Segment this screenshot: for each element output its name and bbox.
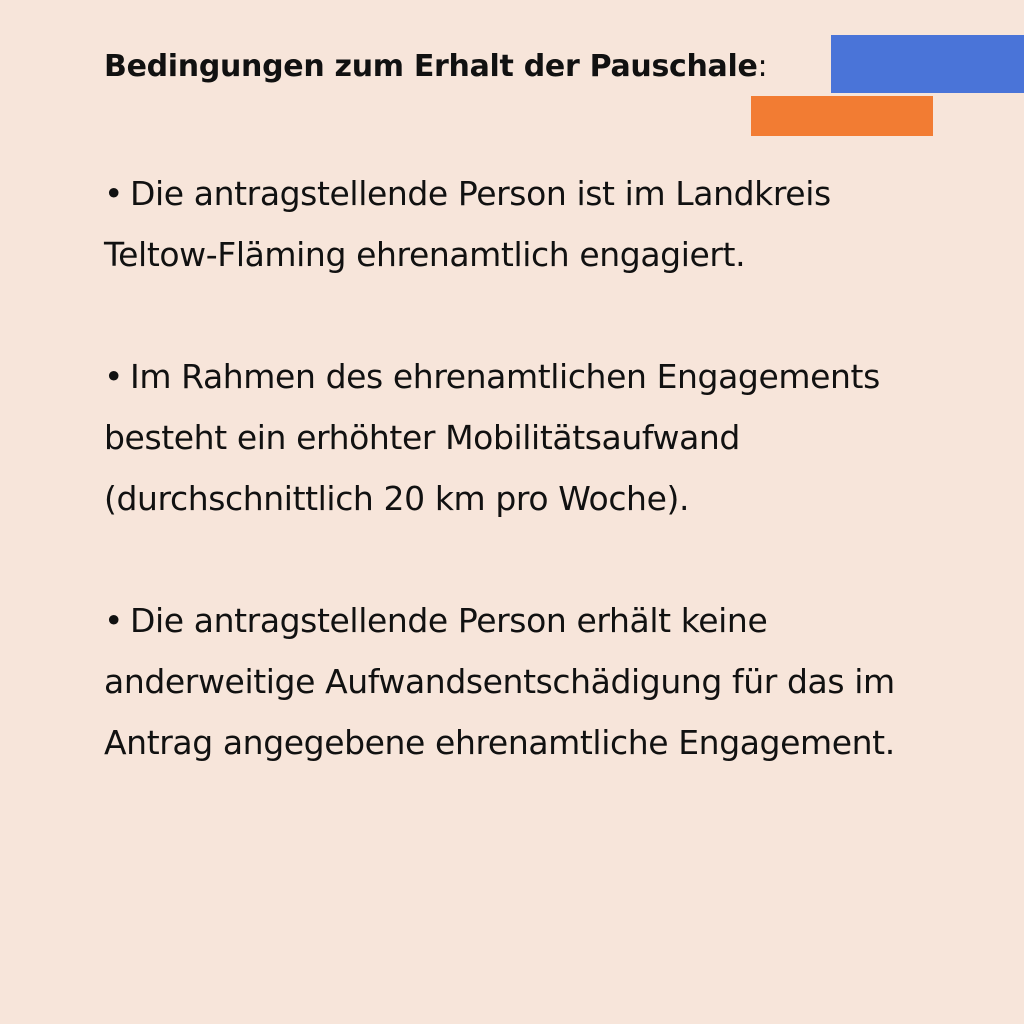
heading-text: Bedingungen zum Erhalt der Pauschale	[104, 49, 758, 84]
condition-item	[104, 163, 924, 285]
condition-list	[104, 163, 924, 773]
condition-item	[104, 346, 924, 529]
slide-heading	[104, 45, 767, 89]
blue-accent-bar	[831, 35, 1024, 93]
condition-text: Im Rahmen des ehrenamtlichen Engagements besteht ein erhöhter Mobilitätsaufwand (durchschnittlich 20 km pro Woche).	[104, 357, 880, 518]
orange-accent-bar	[751, 96, 933, 136]
bullet-icon: •	[104, 601, 124, 640]
condition-text: Die antragstellende Person ist im Landkreis Teltow-Fläming ehrenamtlich engagiert.	[104, 174, 831, 274]
bullet-icon: •	[104, 174, 124, 213]
bullet-icon: •	[104, 357, 124, 396]
heading-colon: :	[757, 49, 768, 84]
condition-item	[104, 590, 924, 773]
condition-text: Die antragstellende Person erhält keine anderweitige Aufwandsentschädigung für das im Antrag angegebene ehrenamtliche Engagement.	[104, 601, 895, 762]
